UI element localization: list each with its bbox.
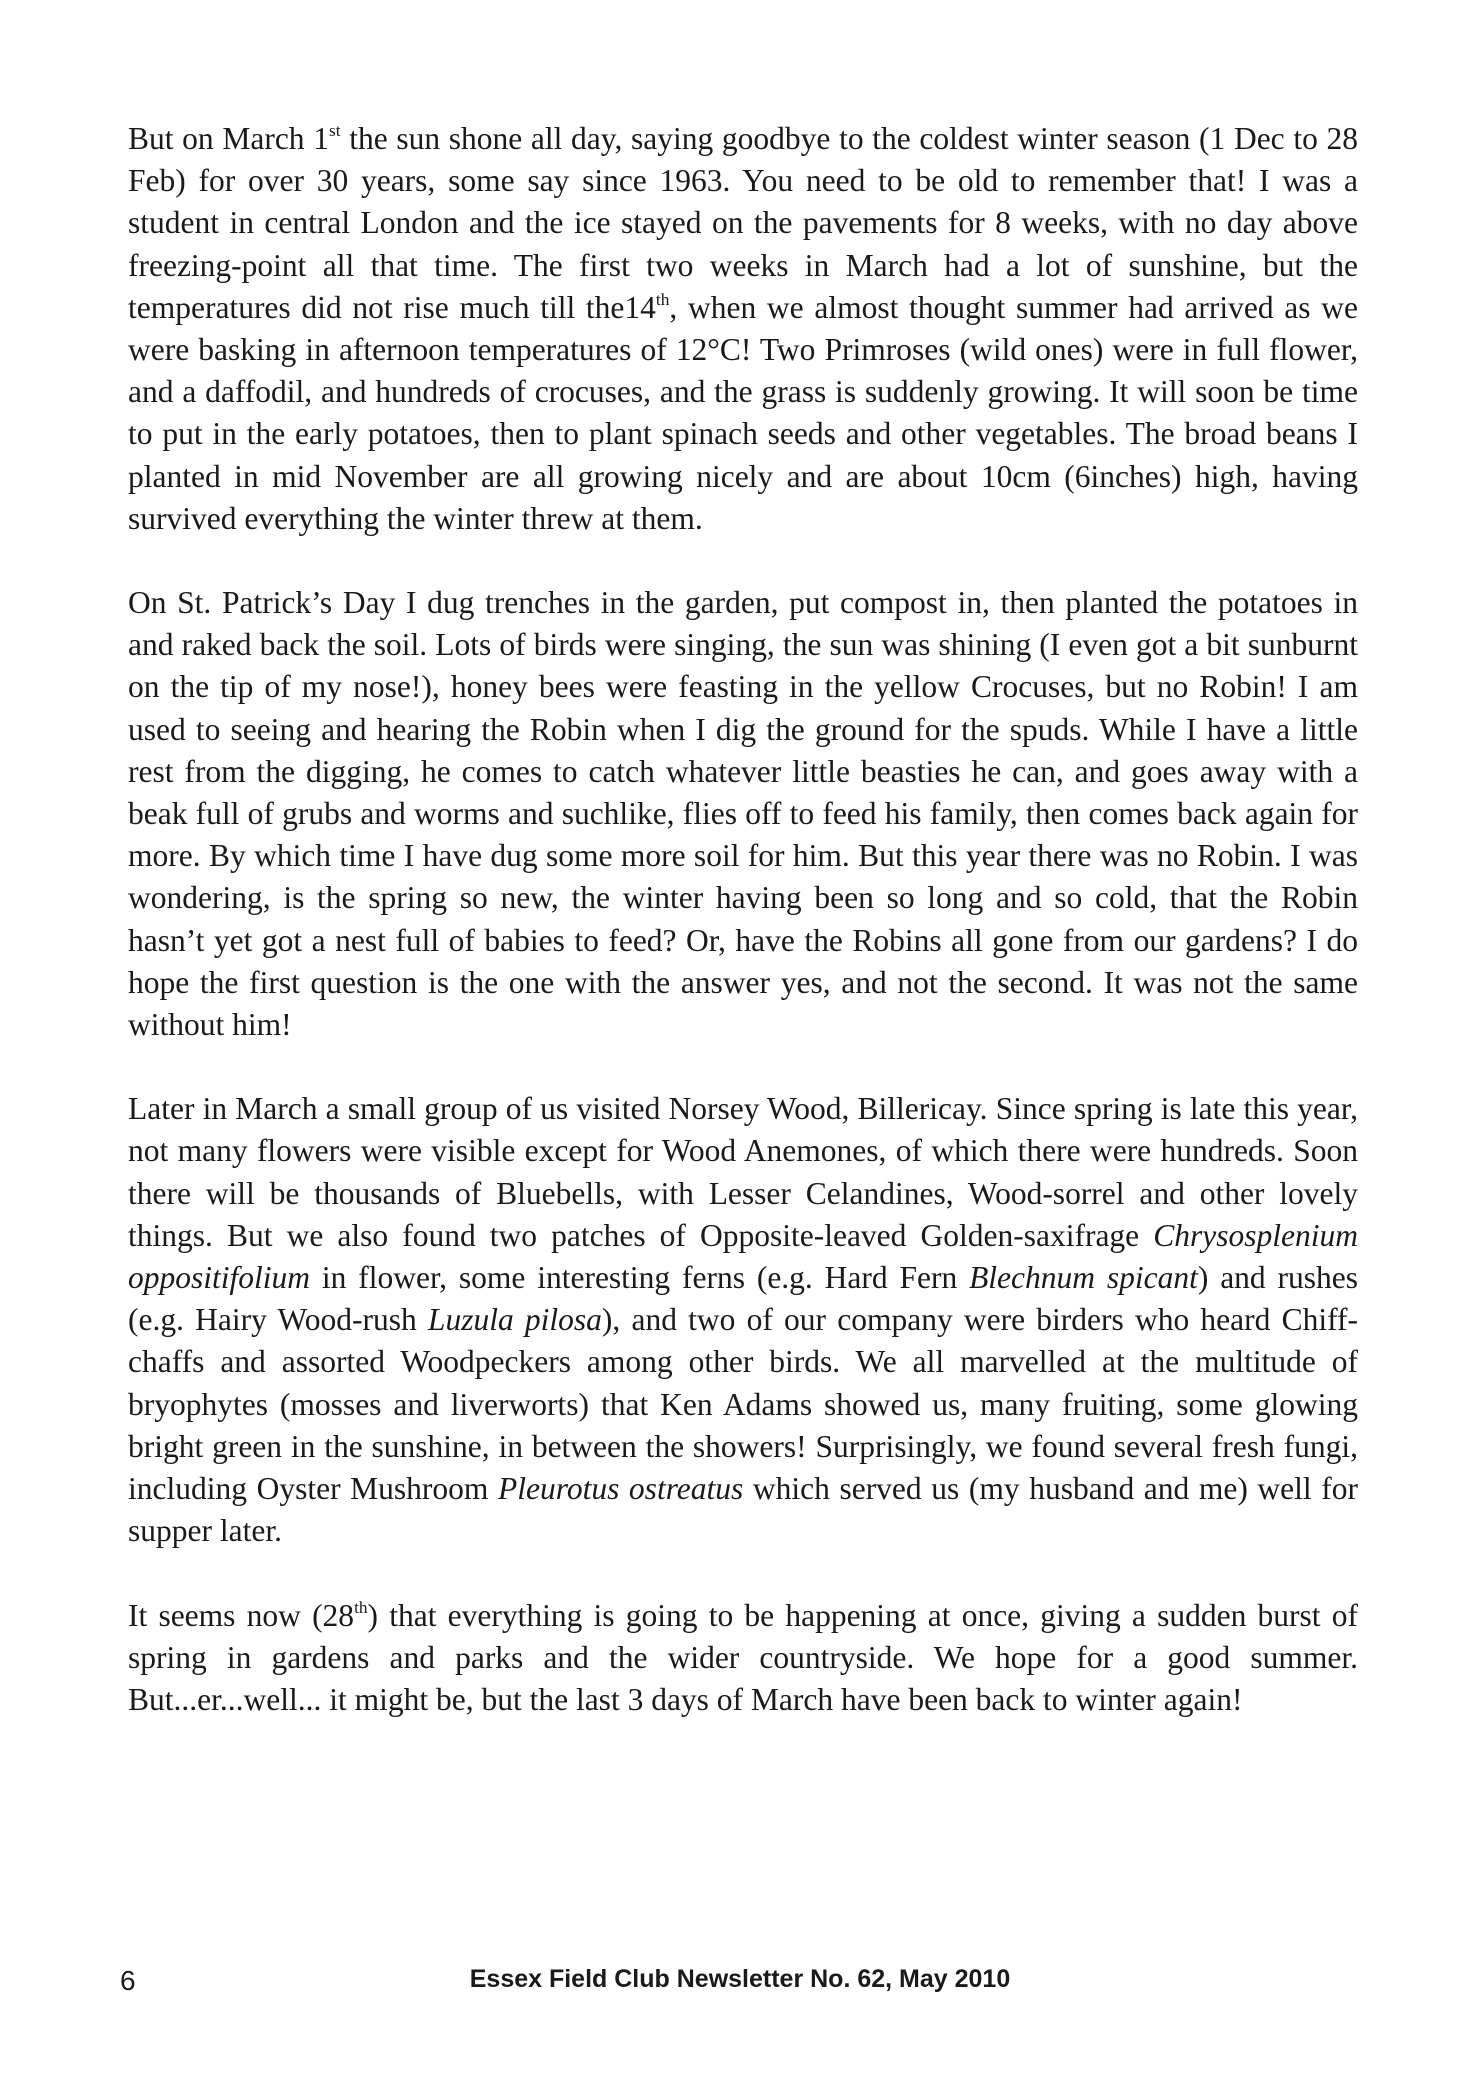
text-run: On St. Patrick’s Day I dug trenches in the garden, put compost in, then planted the potatoes in and raked back the soil. Lots of birds were singing, the sun was shining (I even got a bit sunburnt on the tip of my nose!), honey bees were feasting in the yellow Crocuses, but no Robin! I am used to seeing and hearing the Robin when I dig the ground for the spuds. While I have a little rest from the digging, he comes to catch whatever little beasties he can, and goes away with a beak full of grubs and worms and suchlike, flies off to feed his family, then comes back again for more. By which time I have dug some more soil for him. But this year there was no Robin. I was wondering, is the spring so new, the winter having been so long and so cold, that the Robin hasn’t yet got a nest full of babies to feed? Or, have the Robins all gone from our gardens? I do hope the first question is the one with the answer yes, and not the second. It was not the same without him! (128, 585, 1358, 1043)
page-footer (120, 1965, 1360, 2005)
paragraph-1 (128, 118, 1358, 540)
text-run: which served us (my husband and me) well for supper later. (128, 1471, 1358, 1549)
paragraph-4 (128, 1595, 1358, 1722)
text-run: But on March 1 (128, 121, 329, 156)
text-run: the sun shone all day, saying goodbye to the coldest winter season (1 Dec to 28 Feb) for over 30 years, some say since 1963. You need to be old to remember that! I was a student in central London and the ice stayed on the pavements for 8 weeks, with no day above freezing-point all that time. The first two weeks in March had a lot of sunshine, but the temperatures did not rise much till the14 (128, 121, 1358, 325)
species-name: Pleurotus ostreatus (498, 1471, 744, 1507)
species-name: Luzula pilosa (427, 1302, 602, 1338)
species-name: Blechnum spicant (969, 1260, 1198, 1296)
article-body (128, 118, 1358, 1763)
text-run: ) and rushes (e.g. Hairy Wood-rush (128, 1260, 1359, 1338)
text-run: It seems now (28 (128, 1597, 355, 1633)
ordinal-suffix: th (655, 289, 670, 309)
ordinal-suffix: th (354, 1597, 368, 1617)
paragraph-3 (128, 1088, 1358, 1552)
paragraph-2 (128, 582, 1358, 1046)
text-run: ) that everything is going to be happening at once, giving a sudden burst of spring in gardens and parks and the wider countryside. We hope for a good summer. But...er...well... it might be, but the last 3 days of March have been back to winter again! (128, 1597, 1358, 1717)
ordinal-suffix: st (328, 121, 341, 141)
newsletter-title: Essex Field Club Newsletter No. 62, May 2010 (469, 1965, 1011, 1993)
text-run: ), and two of our company were birders who heard Chiff-chaffs and assorted Woodpeckers among other birds. We all marvelled at the multitude of bryophytes (mosses and liverworts) that Ken Adams showed us, many fruiting, some glowing bright green in the sunshine, in between the showers! Surprisingly, we found several fresh fungi, including Oyster Mushroom (128, 1302, 1358, 1507)
text-run: Later in March a small group of us visited Norsey Wood, Billericay. Since spring is late this year, not many flowers were visible except for Wood Anemones, of which there were hundreds. Soon there will be thousands of Bluebells, with Lesser Celandines, Wood-sorrel and other lovely things. But we also found two patches of Opposite-leaved Golden-saxifrage (128, 1091, 1358, 1253)
species-name: Chrysosplenium oppositifolium (128, 1217, 1358, 1296)
text-run: , when we almost thought summer had arrived as we were basking in afternoon temperatures of 12°C! Two Primroses (wild ones) were in full flower, and a daffodil, and hundreds of crocuses, and the grass is suddenly growing. It will soon be time to put in the early potatoes, then to plant spinach seeds and other vegetables. The broad beans I planted in mid November are all growing nicely and are about 10cm (6inches) high, having survived everything the winter threw at them. (128, 289, 1358, 536)
text-run: in flower, some interesting ferns (e.g. Hard Fern (310, 1260, 970, 1296)
page-number: 6 (120, 1965, 136, 1996)
